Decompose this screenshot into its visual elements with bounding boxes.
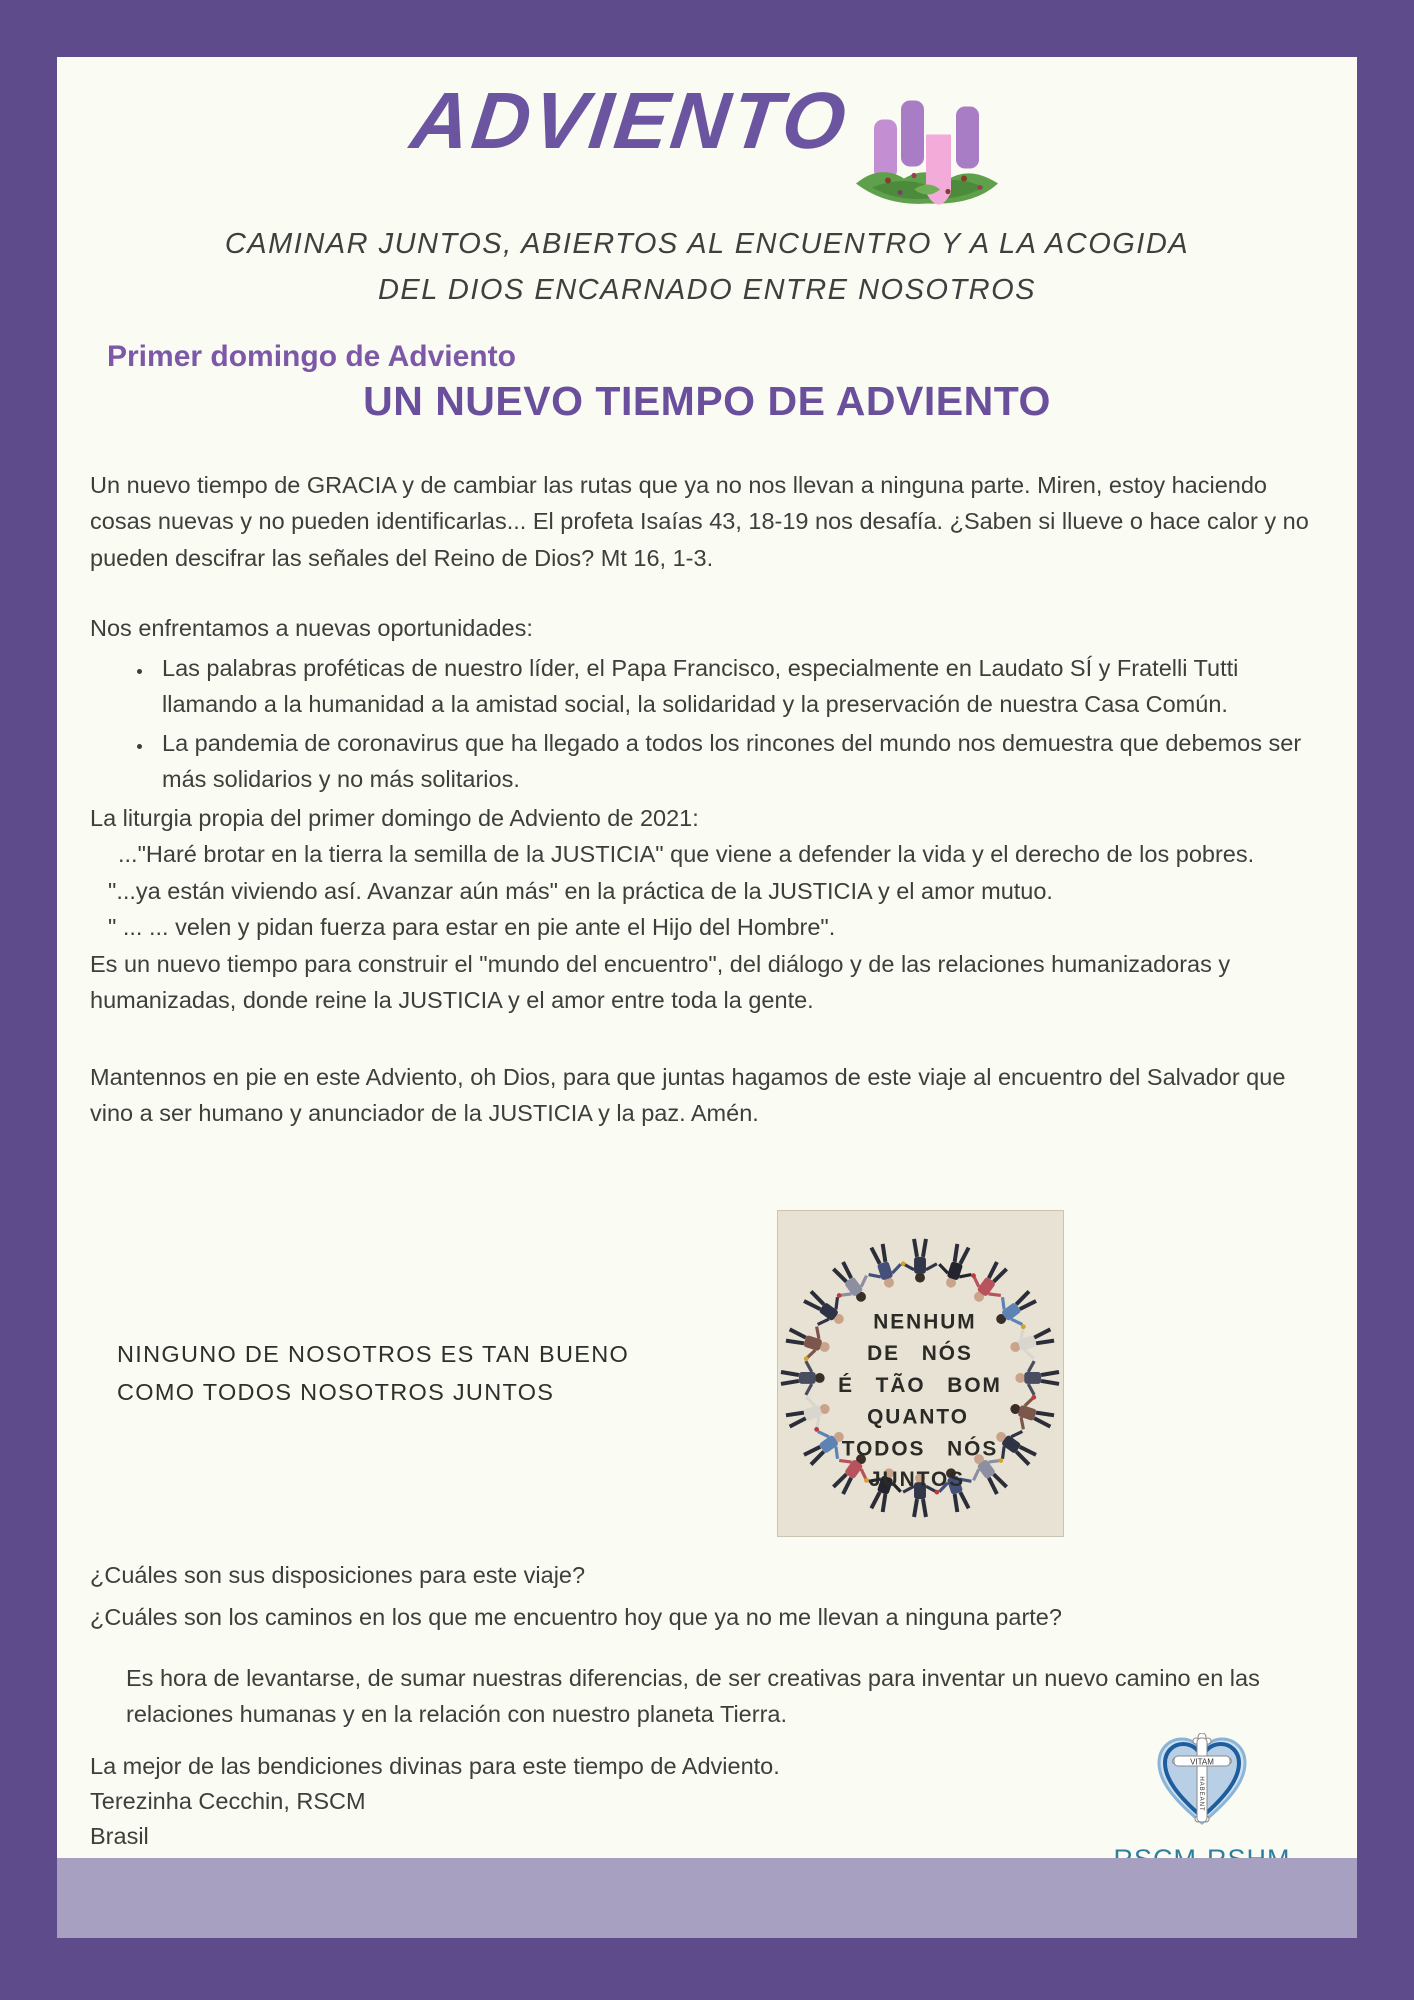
section-heading: UN NUEVO TIEMPO DE ADVIENTO: [363, 377, 1051, 424]
poster-text-line: NENHUM: [873, 1310, 977, 1334]
country-line: Brasil: [90, 1822, 149, 1849]
section-kicker: Primer domingo de Adviento: [107, 339, 516, 373]
call-paragraph: Es hora de levantarse, de sumar nuestras diferencias, de ser creativas para inventar un nuevo camino en las relaciones humanas y en la relación con nuestro planeta Tierra.: [126, 1664, 1260, 1728]
body-text: [57, 467, 1357, 1132]
bottom-strip: [57, 1858, 1357, 1938]
caption-line-2: COMO TODOS NOSOTROS JUNTOS: [117, 1379, 555, 1406]
caption-line-1: NINGUNO DE NOSOTROS ES TAN BUENO: [117, 1340, 630, 1367]
liturgy-line: " ... ... velen y pidan fuerza para estar en pie ante el Hijo del Hombre".: [108, 914, 836, 941]
bullet-list: [90, 650, 1327, 798]
bullet-item: • Las palabras proféticas de nuestro líder, el Papa Francisco, especialmente en Laudato SÍ y Fratelli Tutti llamando a la humanidad a la amistad social, la solidaridad y la preservación de nuestra Casa Común.: [154, 650, 1327, 723]
question: ¿Cuáles son sus disposiciones para este viaje?: [90, 1561, 586, 1588]
poster-text-line: QUANTO: [867, 1405, 969, 1429]
subtitle: [57, 221, 1357, 314]
new-time-paragraph: Es un nuevo tiempo para construir el "mundo del encuentro", del diálogo y de las relaciones humanizadoras y humanizadas, donde reine la JUSTICIA y el amor entre toda la gente.: [90, 950, 1231, 1014]
image-section: [57, 1210, 1357, 1537]
poster-text-line: JUNTOS: [868, 1467, 966, 1491]
subtitle-line-2: DEL DIOS ENCARNADO ENTRE NOSOTROS: [377, 274, 1037, 307]
logo-cross-word: VITAM: [1190, 1757, 1214, 1767]
poster-text-line: TODOS NÓS: [841, 1437, 999, 1461]
poster-text-line: É TÃO BOM: [838, 1373, 1002, 1397]
prayer-paragraph: Mantennos en pie en este Adviento, oh Dios, para que juntas hagamos de este viaje al encuentro del Salvador que vino a ser humano y anunciador de la JUSTICIA y la paz. Amén.: [90, 1063, 1286, 1127]
closing-block: [90, 1749, 780, 1854]
liturgy-lead: La liturgia propia del primer domingo de Adviento de 2021:: [90, 804, 699, 831]
liturgy-line: ..."Haré brotar en la tierra la semilla de la JUSTICIA" que viene a defender la vida y el derecho de los pobres.: [118, 841, 1255, 868]
questions-section: [57, 1557, 1357, 1733]
poster-image: [777, 1210, 1064, 1537]
opportunities-lead: Nos enfrentamos a nuevas oportunidades:: [90, 615, 533, 642]
question: ¿Cuáles son los caminos en los que me encuentro hoy que ya no me llevan a ninguna parte?: [90, 1604, 1062, 1631]
document-content: [57, 57, 1357, 1938]
bullet-item: • La pandemia de coronavirus que ha llegado a todos los rincones del mundo nos demuestra que debemos ser más solidarios y no más solitarios.: [154, 725, 1327, 798]
poster-text-line: DE NÓS: [867, 1341, 973, 1365]
logo-block: [1107, 1733, 1297, 1878]
liturgy-line: "...ya están viviendo así. Avanzar aún más" en la práctica de la JUSTICIA y el amor mutuo.: [108, 877, 1053, 904]
intro-paragraph: Un nuevo tiempo de GRACIA y de cambiar las rutas que ya no nos llevan a ninguna parte. Miren, estoy haciendo cosas nuevas y no pueden identificarlas... El profeta Isaías 43, 18-19 nos desafía. ¿Saben si llueve o hace calor y no pueden descifrar las señales del Reino de Dios? Mt 16, 1-3.: [90, 471, 1309, 571]
advent-wreath-icon: [852, 77, 1002, 212]
page-title: ADVIENTO: [406, 76, 854, 165]
subtitle-line-1: CAMINAR JUNTOS, ABIERTOS AL ENCUENTRO Y A LA ACOGIDA: [224, 228, 1190, 260]
signature-line: Terezinha Cecchin, RSCM: [90, 1787, 366, 1814]
heart-cross-icon: [1152, 1733, 1252, 1829]
header: [57, 63, 1357, 213]
blessing-line: La mejor de las bendiciones divinas para este tiempo de Adviento.: [90, 1752, 780, 1779]
logo-cross-word: HABEANT: [1198, 1776, 1204, 1812]
poster-caption: [57, 1335, 717, 1413]
circle-of-people-image: [777, 1210, 1064, 1537]
